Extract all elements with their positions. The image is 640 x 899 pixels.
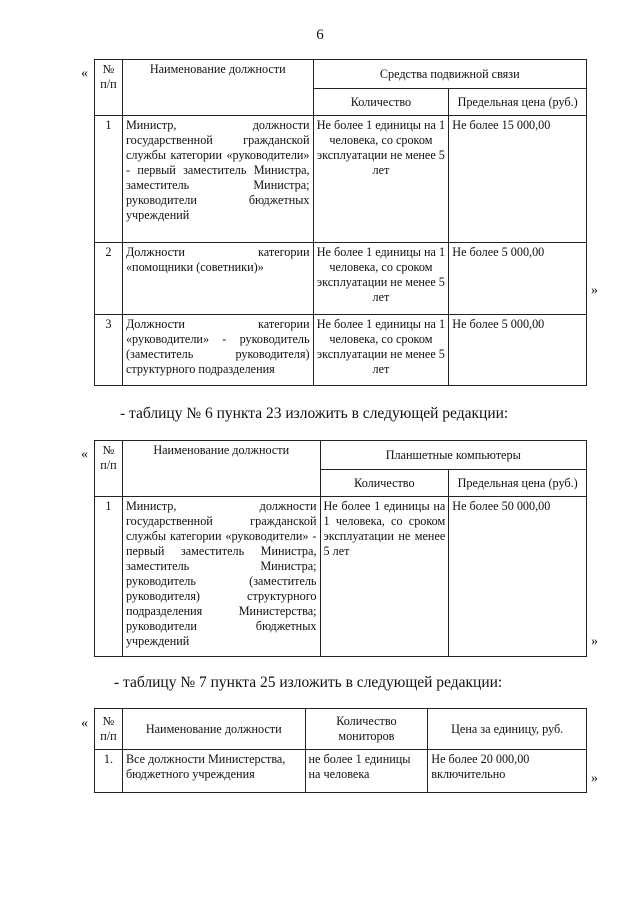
- row-number: 1: [95, 497, 123, 657]
- header-tablets: Планшетные компьютеры: [320, 441, 587, 470]
- header-number: № п/п: [95, 441, 123, 497]
- table-row: [95, 315, 587, 386]
- quote-close-2: »: [591, 634, 598, 649]
- monitors-table: [94, 708, 587, 793]
- header-position: Наименование должности: [122, 709, 305, 750]
- row-price: Не более 15 000,00: [449, 116, 587, 243]
- table-row: [95, 497, 587, 657]
- header-number: № п/п: [95, 60, 123, 116]
- header-max-price: Предельная цена (руб.): [449, 470, 587, 497]
- row-number: 2: [95, 243, 123, 315]
- header-number: № п/п: [95, 709, 123, 750]
- quote-open-2: «: [81, 447, 88, 462]
- row-number: 3: [95, 315, 123, 386]
- row-position: Должности категории «помощники (советники)»: [122, 243, 313, 315]
- row-quantity: Не более 1 единицы на 1 человека, со сроком эксплуатации не менее 5 лет: [313, 116, 449, 243]
- section-heading-table-6: - таблицу № 6 пункта 23 изложить в следующей редакции:: [120, 405, 509, 422]
- row-quantity: Не более 1 единицы на 1 человека, со сроком эксплуатации не менее 5 лет: [320, 497, 449, 657]
- table-row: [95, 750, 587, 793]
- header-monitor-quantity: Количество мониторов: [305, 709, 428, 750]
- mobile-devices-table: [94, 59, 587, 386]
- header-position: Наименование должности: [122, 60, 313, 116]
- row-price: Не более 5 000,00: [449, 243, 587, 315]
- row-price: Не более 20 000,00 включительно: [428, 750, 587, 793]
- row-position: Все должности Министерства, бюджетного учреждения: [122, 750, 305, 793]
- row-number: 1: [95, 116, 123, 243]
- header-mobile-devices: Средства подвижной связи: [313, 60, 586, 89]
- quote-close-1: »: [591, 283, 598, 298]
- header-position: Наименование должности: [122, 441, 320, 497]
- table-row: [95, 116, 587, 243]
- row-position: Министр, должности государственной гражданской службы категории «руководители» - первый заместитель Министра, заместитель Министра; руководители бюджетных учреждений: [122, 116, 313, 243]
- row-position: Должности категории «руководители» - руководитель (заместитель руководителя) структурного подразделения: [122, 315, 313, 386]
- table-row: [95, 243, 587, 315]
- section-heading-table-7: - таблицу № 7 пункта 25 изложить в следующей редакции:: [114, 674, 503, 691]
- quote-close-3: »: [591, 771, 598, 786]
- header-max-price: Предельная цена (руб.): [449, 89, 587, 116]
- row-number: 1.: [95, 750, 123, 793]
- page-number: 6: [316, 27, 324, 43]
- row-quantity: Не более 1 единицы на 1 человека, со сроком эксплуатации не менее 5 лет: [313, 315, 449, 386]
- header-quantity: Количество: [320, 470, 449, 497]
- row-quantity: Не более 1 единицы на 1 человека, со сроком эксплуатации не менее 5 лет: [313, 243, 449, 315]
- quote-open-1: «: [81, 66, 88, 81]
- tablets-table: [94, 440, 587, 657]
- quote-open-3: «: [81, 716, 88, 731]
- row-position: Министр, должности государственной гражданской службы категории «руководители» - первый заместитель Министра, заместитель Министра; руководитель (заместитель руководителя) структурного подразделения Министерства; руководители бюджетных учреждений: [122, 497, 320, 657]
- row-quantity: не более 1 единицы на человека: [305, 750, 428, 793]
- row-price: Не более 5 000,00: [449, 315, 587, 386]
- row-price: Не более 50 000,00: [449, 497, 587, 657]
- header-quantity: Количество: [313, 89, 449, 116]
- header-unit-price: Цена за единицу, руб.: [428, 709, 587, 750]
